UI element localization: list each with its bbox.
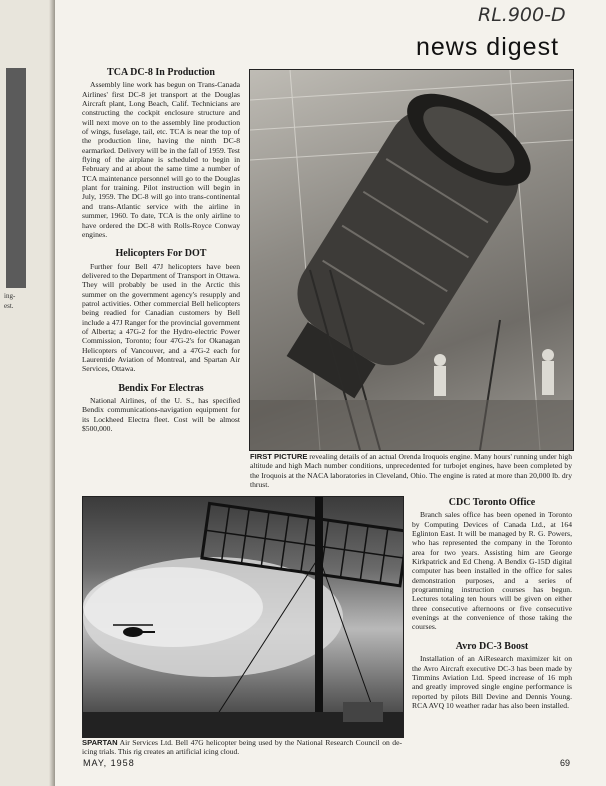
left-column	[82, 68, 240, 443]
icing-rig-photo	[82, 496, 404, 738]
facing-page-gutter	[0, 0, 55, 786]
masthead-title: news digest	[416, 33, 560, 61]
caption-lead-engine: FIRST PICTURE	[250, 452, 308, 461]
icing-rig-photo-caption	[82, 738, 402, 757]
article-title-dot: Helicopters For DOT	[115, 248, 207, 260]
facing-page-photo-edge	[6, 68, 26, 288]
right-column	[412, 498, 572, 720]
gutter-fragment-2: est.	[4, 302, 14, 310]
caption-text-engine: revealing details of an actual Orenda Iroquois engine. Many hours' running under high altitude and high Mach number conditions, unprecedented for turbojet engines, have been completed by the Iroquois at the NACA laboratories in Cleveland, Ohio. The engine is rated at more than 20,000 lb. dry thrust.	[250, 452, 572, 490]
icing-rig-illustration	[83, 497, 403, 737]
gutter-fragment-1: ing-	[4, 292, 16, 300]
page-number: 69	[560, 758, 571, 768]
article-title-cdc: CDC Toronto Office	[448, 497, 536, 508]
article-body-cdc: Branch sales office has been opened in Toronto by Computing Devices of Canada Ltd., at 164 Eglinton East. It will be managed by R. G. Powers, who has represented the company in the Toronto area for two years. Assisting him are George Kirkpatrick and Ed Cheng. A Bendix G-15D digital computer has been installed in the office for sales demonstration purposes, and a series of programming instruction courses has begun. Lectures totaling ten hours will be given on either three consecutive afternoons or five consecutive evenings at the convenience of those taking the courses.	[412, 510, 572, 632]
article-body-dot: Further four Bell 47J helicopters have been delivered to the Department of Transport in Ottawa. They will probably be used in the Arctic this summer on the government agency's resupply and patrol activities. Other commercial Bell helicopters being readied for Canadian customers by Bell include a 47J Ranger for the provincial government of Alberta; a 47G-2 for the Hydro-electric Power Commission, Toronto; four 47G-2's for Okanagan Helicopters of Vancouver, and a 47G-2 each for Laurentide Aviation of Montreal, and Spartan Air Services, Ottawa.	[82, 261, 240, 374]
handwritten-note: RL.900-D	[478, 4, 566, 26]
article-body-bendix: National Airlines, of the U. S., has specified Bendix communications-navigation equipment for its Lockheed Electra fleet. Cost will be almost $500,000.	[82, 396, 240, 434]
engine-illustration	[250, 70, 573, 450]
engine-photo-caption	[250, 452, 572, 490]
article-title-avro: Avro DC-3 Boost	[455, 640, 529, 652]
footer-date: MAY, 1958	[83, 758, 135, 768]
article-title-tca: TCA DC-8 In Production	[107, 67, 215, 78]
article-title-bendix: Bendix For Electras	[118, 382, 204, 394]
article-body-tca: Assembly line work has begun on Trans-Canada Airlines' first DC-8 jet transport at the Douglas Aircraft plant, Long Beach, Calif. Technicians are constructing the cockpit enclosure structure and will next move on to the assembly line production of wings, fuselage, tail, etc. TCA is near the top of the production line, having the ninth DC-8 earmarked. Delivery will be in the fall of 1959. Test flying of the airplane is scheduled to begin in February and at about the same time a number of TCA maintenance personnel will go to the Douglas plant for training. Pilot instruction will begin in July, 1959. The DC-8 will go into trans-continental and trans-Atlantic service with the airline in summer, 1960. To date, TCA is the only airline to have ordered the DC-8 with Rolls-Royce Conway engines.	[82, 80, 240, 239]
caption-text-icing: Air Services Ltd. Bell 47G helicopter being used by the National Research Council on de-icing trials. This rig creates an artificial icing cloud.	[82, 738, 402, 757]
engine-photo	[249, 69, 574, 451]
article-body-avro: Installation of an AiResearch maximizer kit on the Avro Aircraft executive DC-3 has been made by Timmins Aviation Ltd. Speed increase of 16 mph and greatly improved single engine performance is reported by pilots Bill Devine and Dennis Young. RCA AVQ 10 weather radar has also been installed.	[412, 654, 572, 710]
caption-lead-icing: SPARTAN	[82, 738, 118, 747]
